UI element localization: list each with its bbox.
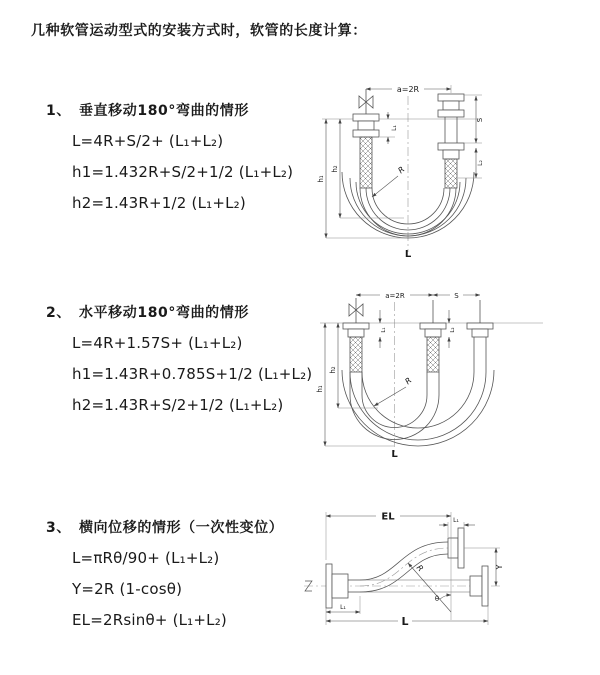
diagram-3-drawing bbox=[304, 512, 503, 625]
section-1 bbox=[46, 100, 293, 219]
hose-curve bbox=[360, 542, 448, 580]
flange-right-upper bbox=[448, 538, 458, 558]
diagram-2-svg bbox=[308, 280, 598, 460]
formula-h2: h2=1.43R+1/2 (L₁+L₂) bbox=[72, 194, 246, 212]
section-1-title: 垂直移动180°弯曲的情形 bbox=[78, 103, 249, 119]
radius-label: R bbox=[414, 563, 426, 574]
dim-l2-label: L₂ bbox=[477, 160, 484, 166]
dim-l1-top-label: L₁ bbox=[453, 517, 459, 524]
section-2-number: 2、 bbox=[46, 305, 71, 321]
length-label: L bbox=[391, 449, 398, 460]
valve-symbol bbox=[349, 298, 363, 323]
formula-length: L=4R+S/2+ (L₁+L₂) bbox=[72, 132, 224, 150]
formula-length: L=4R+1.57S+ (L₁+L₂) bbox=[72, 334, 243, 352]
radius-leader bbox=[408, 563, 451, 612]
formula-h2: h2=1.43R+S/2+1/2 (L₁+L₂) bbox=[72, 396, 284, 414]
diagram-1-svg bbox=[308, 66, 598, 261]
dim-a2r-label: a=2R bbox=[396, 85, 420, 94]
formula-length: L=πRθ/90+ (L₁+L₂) bbox=[72, 549, 220, 567]
dim-el-label: EL bbox=[381, 511, 395, 523]
section-2 bbox=[46, 302, 312, 421]
flange-left bbox=[326, 564, 332, 608]
formula-h1: h1=1.432R+S/2+1/2 (L₁+L₂) bbox=[72, 163, 294, 181]
formula-el: EL=2Rsinθ+ (L₁+L₂) bbox=[72, 611, 227, 629]
dim-a2r-label: a=2R bbox=[385, 292, 405, 300]
section-3-number: 3、 bbox=[46, 520, 71, 536]
angle-label: θ bbox=[434, 595, 440, 603]
dim-l1-label: L₁ bbox=[381, 327, 387, 333]
section-3 bbox=[46, 517, 283, 636]
section-2-formulas bbox=[72, 328, 312, 421]
section-3-heading bbox=[46, 517, 283, 537]
section-1-number: 1、 bbox=[46, 103, 71, 119]
section-1-heading bbox=[46, 100, 293, 120]
diagram-2-drawing bbox=[320, 295, 543, 452]
length-label: L bbox=[401, 615, 409, 628]
dim-l1-left-label: L₁ bbox=[340, 604, 346, 611]
dim-l1-label: L₁ bbox=[391, 125, 398, 131]
section-3-formulas bbox=[72, 543, 283, 636]
radius-label: R bbox=[403, 375, 414, 387]
flange-right-lower bbox=[470, 576, 482, 596]
radius-leader bbox=[372, 176, 398, 197]
diagram-3-svg bbox=[298, 500, 598, 660]
section-3-title: 横向位移的情形（一次性变位） bbox=[78, 520, 284, 536]
dim-h2-label: h₂ bbox=[329, 366, 337, 374]
braided-hose-left bbox=[360, 137, 372, 188]
length-label: L bbox=[404, 249, 412, 260]
section-1-formulas bbox=[72, 126, 293, 219]
section-2-title: 水平移动180°弯曲的情形 bbox=[78, 305, 249, 321]
dim-s-label: S bbox=[454, 292, 459, 300]
formula-y: Y=2R (1-cosθ) bbox=[72, 580, 183, 598]
valve-symbol bbox=[359, 89, 373, 114]
diagram-lateral-displacement bbox=[298, 500, 598, 660]
dim-l2-label: L₂ bbox=[450, 327, 456, 333]
braided-hose-right bbox=[445, 159, 457, 188]
dim-y-label: Y bbox=[495, 564, 504, 570]
formula-h1: h1=1.43R+0.785S+1/2 (L₁+L₂) bbox=[72, 365, 313, 383]
page-title: 几种软管运动型式的安装方式时，软管的长度计算： bbox=[31, 23, 367, 39]
braided-hose-left bbox=[350, 337, 362, 372]
radius-leader bbox=[374, 387, 406, 406]
radius-label: R bbox=[396, 164, 407, 176]
braided-hose-mid bbox=[427, 337, 439, 372]
section-2-heading bbox=[46, 302, 312, 322]
diagram-horizontal-bend bbox=[308, 280, 598, 460]
diagram-vertical-bend bbox=[308, 66, 598, 261]
angle-arc bbox=[440, 595, 451, 599]
dim-h1-label: h₁ bbox=[316, 385, 324, 393]
dim-s-label: S bbox=[476, 117, 484, 123]
dim-h1-label: h₁ bbox=[317, 175, 325, 183]
dim-h2-label: h₂ bbox=[331, 165, 339, 173]
